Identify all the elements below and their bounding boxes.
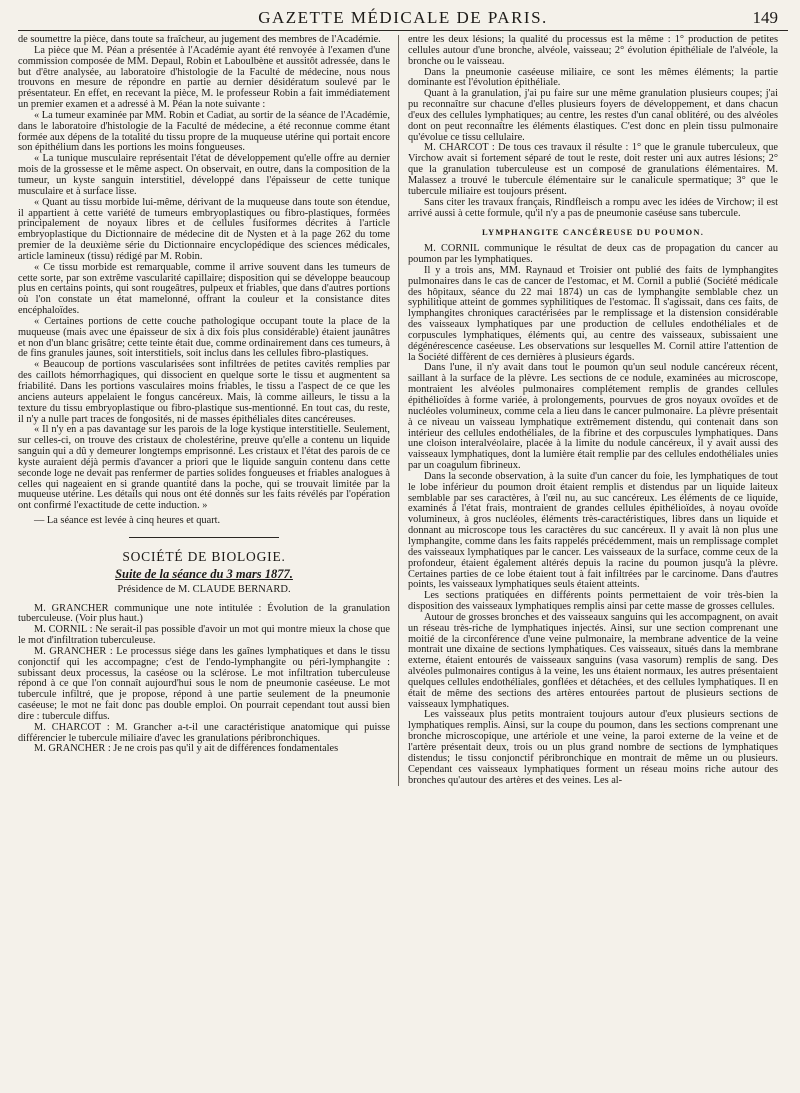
- discussion-paragraph: M. CHARCOT : M. Grancher a-t-il une caractéristique anatomique qui puisse différencier le tubercule miliaire d'avec les granulations péribronchiques.: [18, 721, 390, 744]
- quote-paragraph: « La tunique musculaire représentait l'état de développement qu'elle offre au dernier mois de la grossesse et le même aspect. On observait, en outre, dans la composition de la tumeur, un kyste sanguin interstitiel, développé dans l'épaisseur de cette tunique musculaire et à surface lisse.: [18, 153, 390, 197]
- right-column: [398, 35, 778, 786]
- article-paragraph: Il y a trois ans, MM. Raynaud et Troisier ont publié des faits de lymphangites pulmonaires dans le cas de cancer de l'estomac, et M. Cornil a publié (Société médicale des hôpitaux, séance du 22 mai 1874) un cas de lymphangite semblable chez un syphilitique atteint de gommes syphilitiques de l'estomac. Il s'agissait, dans ces faits, de lymphangites chroniques caractérisées par le remplissage et la distension considérable des vaisseaux lymphatiques par une production de cellules endothéliales et de corpuscules lymphatiques, éléments qui, au centre des vaisseaux, subissaient une dégénérescence caséeuse. Les observations sur lesquelles M. Cornil attire l'attention de la Société diffèrent de ces dernières à plusieurs égards.: [408, 264, 778, 363]
- paragraph: M. CHARCOT : De tous ces travaux il résulte : 1° que le granule tuberculeux, que Virchow avait si fortement séparé de tout le reste, doit rester uni aux autres lésions; 2° que la granulation tuberculeuse est un composé de granulations élémentaires. M. Malassez a trouvé le tubercule élémentaire sur le canalicule spermatique; 3° que le tubercule miliaire est toujours présent.: [408, 142, 778, 197]
- running-head: [18, 8, 788, 31]
- page-number: 149: [752, 8, 778, 27]
- quote-paragraph: « Ce tissu morbide est remarquable, comme il arrive souvent dans les tumeurs de cette sorte, par son extrême vascularité capillaire; disposition qui se développe beaucoup plus en certains points, qui sont rougeâtres, pulpeux et friables, que dans d'autres portions où l'on constate un état mamelonné, offrant la couleur et la consistance dites encéphaloïdes.: [18, 261, 390, 317]
- paragraph: Quant à la granulation, j'ai pu faire sur une même granulation plusieurs coupes; j'ai pu reconnaître sur chacune d'elles plusieurs foyers de développement, et dans chacun d'eux des cellules lymphatiques; au centre, les restes d'un canal oblitéré, ou des alvéoles dont on peut reconnaître les éléments élastiques. C'est donc en plein tissu pulmonaire qu'évolue ce tissu cellulaire.: [408, 88, 778, 143]
- quote-paragraph: « Certaines portions de cette couche pathologique occupant toute la place de la muqueuse (mais avec une épaisseur de six à dix fois plus considérable) étaient jaunâtres et non d'un blanc grisâtre; cette teinte était due, comme ordinairement dans ces tumeurs, à de fins granules jaunes, soit interstitiels, soit inclus dans les cellules fibro-plastiques.: [18, 315, 390, 360]
- presidence-line: Présidence de M. CLAUDE BERNARD.: [117, 583, 291, 595]
- quote-paragraph: « La tumeur examinée par MM. Robin et Cadiat, au sortir de la séance de l'Académie, dans le laboratoire d'histologie de la Faculté de médecine, a été reconnue comme étant formée aux dépens de la totalité du tissu propre de la muqueuse utérine qui portait encore son épithélium dans les portions les moins fongueuses.: [18, 109, 390, 154]
- paragraph: La pièce que M. Péan a présentée à l'Académie ayant été renvoyée à l'examen d'une commission composée de MM. Depaul, Robin et Laboulbène et aussitôt adressée, dans le but d'être analysée, au laboratoire d'histologie de la Faculté de médecine, nous nous trouvons en mesure de répondre en partie au dernier désidératum soulevé par le présentateur. En effet, en recevant la pièce, M. le professeur Robin a fait immédiatement un premier examen et a adressé à M. Péan la note suivante :: [18, 44, 390, 111]
- article-paragraph: Dans la seconde observation, à la suite d'un cancer du foie, les lymphatiques de tout le lobe inférieur du poumon droit étaient remplis et distendus par un liquide laiteux semblable par ses caractères, à l'œil nu, au suc cancéreux. Les éléments de ce liquide, examinés à l'état frais, montraient de grandes cellules épithélioïdes, à noyau ovoïde volumineux, à gros nucléoles, éléments très-caractéristiques, libres dans un liquide et donnant au microscope tous les caractères du suc cancéreux. Il y avait là non plus une lymphangite, comme dans les faits rappelés précédemment, mais un remplissage complet des vaisseaux lymphatiques par le cancer. Les vaisseaux de la surface, comme ceux de la profondeur, étaient également altérés depuis la racine du poumon jusqu'à la plèvre. Certaines parties de ce lobe étaient tout à fait infiltrées par le carcinome. Dans d'autres points, les vaisseaux lymphatiques seuls étaient atteints.: [408, 470, 778, 591]
- quote-paragraph: « Quant au tissu morbide lui-même, dérivant de la muqueuse dans toute son étendue, il appartient à cette variété de tumeurs embryoplastiques ou fibro-plastiques, formées principalement de noyaux libres et de cellules fusiformes décrites à l'article embryoplastique du Dictionnaire de médecine dit de Nysten et à la page 262 du tome premier de la deuxième série du Dictionnaire encyclopédique des sciences médicales, article lamineux (tissu) rédigé par M. Robin.: [18, 196, 390, 262]
- quote-paragraph: « Beaucoup de portions vascularisées sont infiltrées de petites cavités remplies par des caillots hémorrhagiques, qui dissocient en quelque sorte le tissu et augmentent sa friabilité. Dans les portions vasculaires moins friables, le tissu a l'aspect de ce que les anciens auteurs appelaient le fongus cancéreux. Mais, là comme ailleurs, le tissu a la texture du tissu embryoplastique ou fibro-plastique sus-mentionné. En tout cas, du reste, il n'y a nulle part traces de fongosités, ni de masses épithéliales dites cancéreuses.: [18, 359, 390, 425]
- discussion-paragraph: M. GRANCHER : Je ne crois pas qu'il y ait de différences fondamentales: [34, 743, 339, 755]
- quote-paragraph: « Il n'y en a pas davantage sur les parois de la loge kystique interstitielle. Seulement, sur celles-ci, on trouve des cristaux de cholestérine, preuve qu'elle a contenu un liquide sanguin qui a dû y demeurer longtemps emprisonné. Les cristaux et l'état des parois de ce kyste auraient déjà permis d'avancer a priori que le liquide sanguin contenu dans cette seconde loge ne devait pas renfermer de parties solides fongueuses et friables analogues à celles qui nageaient en si grande quantité dans la poche, qui se trouvait limitée par la muqueuse utérine. Les détails qui nous ont été donnés sur les faits révélés par l'opération ont confirmé l'exactitude de cette induction. »: [18, 424, 390, 512]
- left-column: [18, 35, 398, 786]
- section-subtitle: [18, 566, 390, 581]
- paragraph: Sans citer les travaux français, Rindfleisch a rompu avec les idées de Virchow; il est arrivé aussi à cette formule, qu'il n'y a pas de pneumonie caséuse sans tubercule.: [408, 196, 778, 219]
- journal-title: GAZETTE MÉDICALE DE PARIS.: [258, 8, 548, 27]
- article-paragraph: Autour de grosses bronches et des vaisseaux sanguins qui les accompagnent, on avait un réseau très-riche de lymphatiques injectés. Ainsi, sur une section comprenant une moitié de la circonférence d'une veine pulmonaire, la membrane adventice de la veine montrait une dixaine de sections lymphatiques. Ces vaisseaux, situés dans la membrane externe, étaient entourés de vaisseaux sanguins (vasa vasorum) remplis de sang. Des alvéoles pulmonaires contigus à la veine, les uns étaient normaux, les autres présentaient quelques cellules endothéliales, gonflées et détachées, et des cellules lymphatiques. Il en était de même des sections des artères entourées partout de plusieurs sections de vaisseaux lymphatiques.: [408, 611, 778, 710]
- article-paragraph: Les sections pratiquées en différents points permettaient de voir très-bien la disposition des vaisseaux lymphatiques remplis ainsi par cette masse de grosses cellules.: [408, 590, 778, 613]
- discussion-paragraph: M. CORNIL : Ne serait-il pas possible d'avoir un mot qui montre mieux la chose que le mot d'infiltration tuberculeuse.: [18, 624, 390, 647]
- columns: [18, 35, 788, 786]
- paragraph: de soumettre la pièce, dans toute sa fraîcheur, au jugement des membres de l'Académie.: [18, 35, 381, 45]
- section-title: SOCIÉTÉ DE BIOLOGIE.: [122, 548, 286, 564]
- article-paragraph: M. CORNIL communique le résultat de deux cas de propagation du cancer au poumon par les lymphatiques.: [408, 243, 778, 266]
- session-date: Suite de la séance du 3 mars 1877.: [115, 566, 293, 581]
- article-title: LYMPHANGITE CANCÉREUSE DU POUMON.: [481, 227, 705, 238]
- paragraph: Dans la pneumonie caséeuse miliaire, ce sont les mêmes éléments; la partie dominante est l'évolution épithéliale.: [408, 66, 778, 89]
- article-paragraph: Les vaisseaux plus petits montraient toujours autour d'eux plusieurs sections de lymphatiques remplis. Ainsi, sur la coupe du poumon, dans les sections comprenant une bronche microscopique, une artériole et une veine, la paroi externe de la veine et de l'artère présentait deux, trois ou un plus grand nombre de sections de lymphatiques distendus; le tissu conjonctif péribronchique en montrait de même un ou plusieurs. Cependant ces vaisseaux lymphatiques forment un réseau moins riche autour des bronches qu'autour des artères et des veines. Les al-: [408, 709, 778, 786]
- discussion-paragraph: M. GRANCHER communique une note intitulée : Évolution de la granulation tuberculeuse. (Voir plus haut.): [18, 602, 390, 625]
- section-divider: [129, 537, 279, 538]
- paragraph: entre les deux lésions; la qualité du processus est la même : 1° production de petites cellules autour d'une bronche, alvéole, vaisseau; 2° évolution épithéliale de l'alvéole, la bronche ou le vaisseau.: [408, 35, 778, 67]
- closing-line: — La séance est levée à cinq heures et quart.: [34, 515, 221, 527]
- article-paragraph: Dans l'une, il n'y avait dans tout le poumon qu'un seul nodule cancéreux récent, saillant à la surface de la plèvre. Les sections de ce nodule, examinées au microscope, montraient les alvéoles pulmonaires complétement remplis de grandes cellules épithélioïdes à forme variée, à prolongements, pourvues de gros noyaux ovoïdes et de nucléoles volumineux, comme cela a lieu dans le cancer pulmonaire. La plèvre présentait à ce niveau un vaisseau lymphatique extrêmement distendu, qui contenait dans son intérieur des cellules endothéliales, de la fibrine et des corpuscules lymphatiques. Dans une cloison interalvéolaire, placée à la limite du nodule cancéreux, il y avait aussi des vaisseaux lymphatiques, dont la lumière était remplie par des cellules endothéliales unies par un coagulum fibrineux.: [408, 362, 778, 472]
- discussion-paragraph: M. GRANCHER : Le processus siége dans les gaînes lymphatiques et dans le tissu conjonctif qui les accompagne; c'est de l'endo-lymphangite ou péri-lymphangite : subissant deux processus, la caséose ou la sclérose. Le mot infiltration tuberculeuse répond à ce que l'on connaît aujourd'hui sous le nom de pneumonie caséeuse. Le mot tubercule infiltré, que je propose, répond à une partie seulement de la pneumonie caséeuse; le mot ne fait donc pas double emploi. On pourrait cependant tout aussi bien dire : tubercule diffus.: [18, 645, 390, 722]
